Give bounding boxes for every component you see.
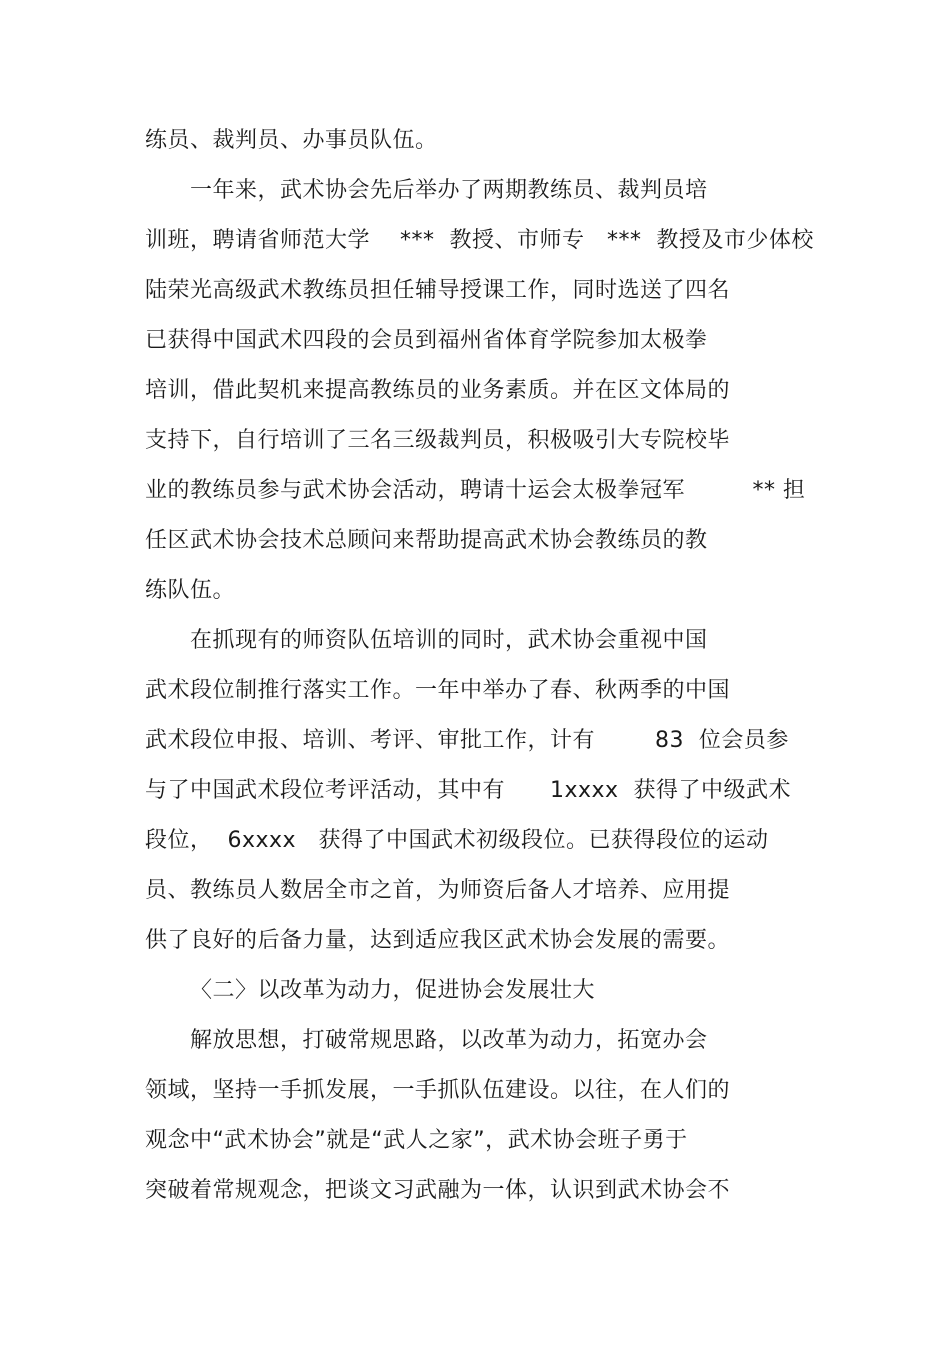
text-line: 领域，坚持一手抓发展，一手抓队伍建设。以往，在人们的 [145, 1078, 731, 1103]
section-heading: 〈二〉以改革为动力，促进协会发展壮大 [145, 978, 595, 1003]
paragraph-start-line: 一年来，武术协会先后举办了两期教练员、裁判员培 [145, 178, 708, 203]
text-line: 任区武术协会技术总顾问来帮助提高武术协会教练员的教 [145, 528, 708, 553]
text-line: 已获得中国武术四段的会员到福州省体育学院参加太极拳 [145, 328, 708, 353]
text-line: 练队伍。 [145, 578, 236, 603]
text-line: 陆荣光高级武术教练员担任辅导授课工作，同时选送了四名 [145, 278, 731, 303]
text-line: 武术段位申报、培训、考评、审批工作，计有 83 位会员参 [145, 728, 789, 753]
text-line: 业的教练员参与武术协会活动，聘请十运会太极拳冠军 ** 担 [145, 478, 806, 503]
text-line: 段位， 6xxxx 获得了中国武术初级段位。已获得段位的运动 [145, 828, 769, 853]
text-line: 与了中国武术段位考评活动，其中有 1xxxx 获得了中级武术 [145, 778, 792, 803]
text-line: 培训，借此契机来提高教练员的业务素质。并在区文体局的 [145, 378, 731, 403]
text-line: 武术段位制推行落实工作。一年中举办了春、秋两季的中国 [145, 678, 731, 703]
text-line: 支持下，自行培训了三名三级裁判员，积极吸引大专院校毕 [145, 428, 731, 453]
text-line: 观念中“武术协会”就是“武人之家”，武术协会班子勇于 [145, 1128, 688, 1153]
text-line: 供了良好的后备力量，达到适应我区武术协会发展的需要。 [145, 928, 731, 953]
text-line: 练员、裁判员、办事员队伍。 [145, 128, 438, 153]
text-line: 突破着常规观念，把谈文习武融为一体，认识到武术协会不 [145, 1178, 731, 1203]
text-line: 员、教练员人数居全市之首，为师资后备人才培养、应用提 [145, 878, 731, 903]
paragraph-start-line: 解放思想，打破常规思路，以改革为动力，拓宽办会 [145, 1028, 708, 1053]
paragraph-start-line: 在抓现有的师资队伍培训的同时，武术协会重视中国 [145, 628, 708, 653]
text-line: 训班，聘请省师范大学 *** 教授、市师专 *** 教授及市少体校 [145, 228, 814, 253]
